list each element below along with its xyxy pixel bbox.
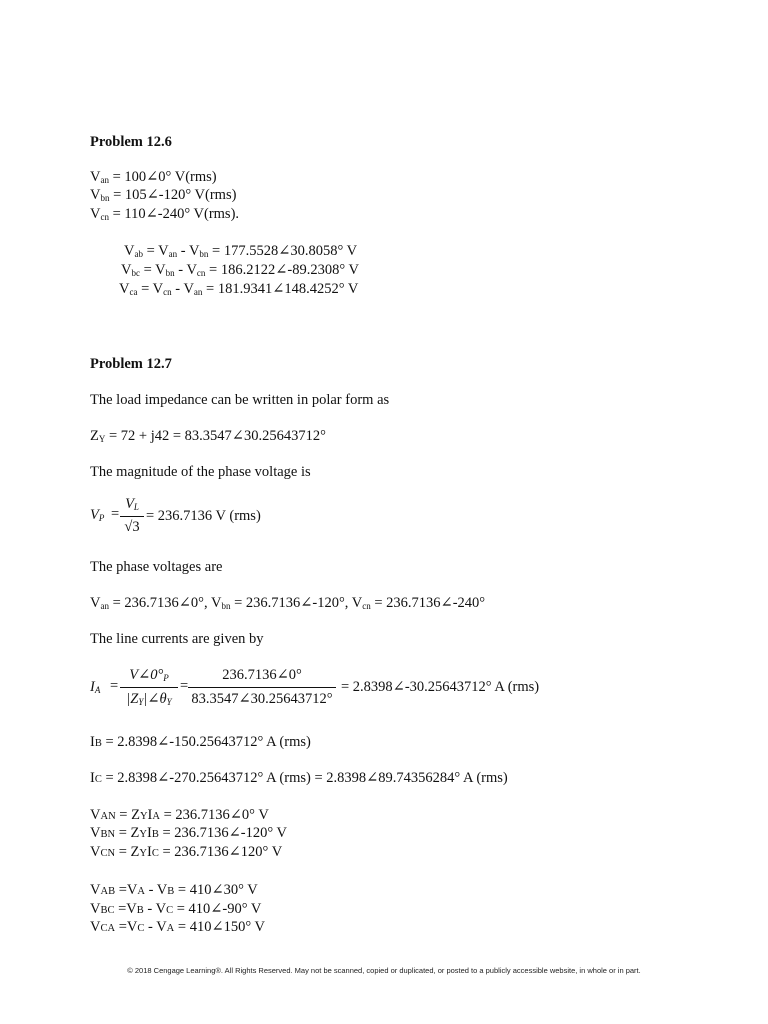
magnitude-text: The magnitude of the phase voltage is [90, 464, 311, 480]
vAB-line: VAB =VA - VB = 410∠30° V [90, 882, 258, 898]
van-line: $V_{an}$ = 100∠0° V(rms) [90, 169, 217, 185]
vca-line: $V_{ca} = V_{cn} - V_{an}$ = 181.9341∠148.4252° V [119, 281, 359, 297]
problem-12-6-title: Problem 12.6 [90, 134, 172, 150]
vCN-line: VCN = ZYIC = 236.7136∠120° V [90, 844, 283, 860]
vcn-line: $V_{cn}$ = 110∠-240° V(rms). [90, 206, 240, 222]
vBC-line: VBC =VB - VC = 410∠-90° V [90, 901, 262, 917]
vCA-line: VCA =VC - VA = 410∠150° V [90, 919, 265, 935]
vBN-line: VBN = ZYIB = 236.7136∠-120° V [90, 825, 287, 841]
document-page: Problem 12.6 $V_{an}$ = 100∠0° V(rms) $V_{bn}$ = 105∠-120° V(rms) $V_{cn}$ = 110∠-240° V(rms). $V_{ab} = V_{an} - V_{bn}$ = 177.5528∠30.8058° V $V_{bc} = V_{bn} - V_{cn}$ = 186.2122∠-89.2308° V $V_{ca} = V_{cn} - V_{an}$ = 181.9341∠148.4252° V Problem 12.7 The load impedance can be written in polar form as $Z_Y = 72 + j42$ = 83.3547∠30.25643712° The magnitude of the phase voltage is $V_P$ = $V_L$ √3 = 236.7136 V (rms) The phase voltages are $V_{an}$ = 236.7136∠0°, $V_{bn}$ = 236.7136∠-120°, $V_{cn}$ = 236.7136∠-240° The line currents are given by $I_A$ = $V\angle 0^\circ_P$ $|Z_Y|\angle\theta_Y$ = 236.7136∠0° 83.3547∠30.25643712° = 2.8398∠-30.25643712° A (rms) IB = 2.8398∠-150.25643712° A (rms) IC = 2.8398∠-270.25643712° A (rms) = 2.8398∠89.74356284° A (rms) VAN = ZYIA = 236.7136∠0° V VBN = ZYIB = 236.7136∠-120° V VCN = ZYIC = 236.7136∠120° V VAB =VA - VB = 410∠30° V VBC =VB - VC = 410∠-90° V VCA =VC - VA = 410∠150° V © 2018 Cengage Learning®. All Rights Reserved. May not be scanned, copied or duplicated, or posted to a publicly accessible website, in whole or in part. [0, 0, 768, 1024]
vab-line: $V_{ab} = V_{an} - V_{bn}$ = 177.5528∠30.8058° V [124, 243, 358, 259]
problem-12-7-title: Problem 12.7 [90, 356, 172, 372]
phase-voltages-line: $V_{an}$ = 236.7136∠0°, $V_{bn}$ = 236.7136∠-120°, $V_{cn}$ = 236.7136∠-240° [90, 595, 486, 611]
zy-line: $Z_Y = 72 + j42$ = 83.3547∠30.25643712° [90, 428, 326, 444]
vbn-line: $V_{bn}$ = 105∠-120° V(rms) [90, 187, 237, 203]
vbc-line: $V_{bc} = V_{bn} - V_{cn}$ = 186.2122∠-89.2308° V [121, 262, 359, 278]
vAN-line: VAN = ZYIA = 236.7136∠0° V [90, 807, 269, 823]
intro-text: The load impedance can be written in polar form as [90, 392, 390, 408]
ib-line: IB = 2.8398∠-150.25643712° A (rms) [90, 734, 311, 750]
line-currents-text: The line currents are given by [90, 631, 264, 647]
ic-line: IC = 2.8398∠-270.25643712° A (rms) = 2.8398∠89.74356284° A (rms) [90, 770, 508, 786]
phase-voltages-text: The phase voltages are [90, 559, 223, 575]
copyright-footer: © 2018 Cengage Learning®. All Rights Reserved. May not be scanned, copied or duplicated, or posted to a publicly accessible website, in whole or in part. [127, 966, 641, 975]
